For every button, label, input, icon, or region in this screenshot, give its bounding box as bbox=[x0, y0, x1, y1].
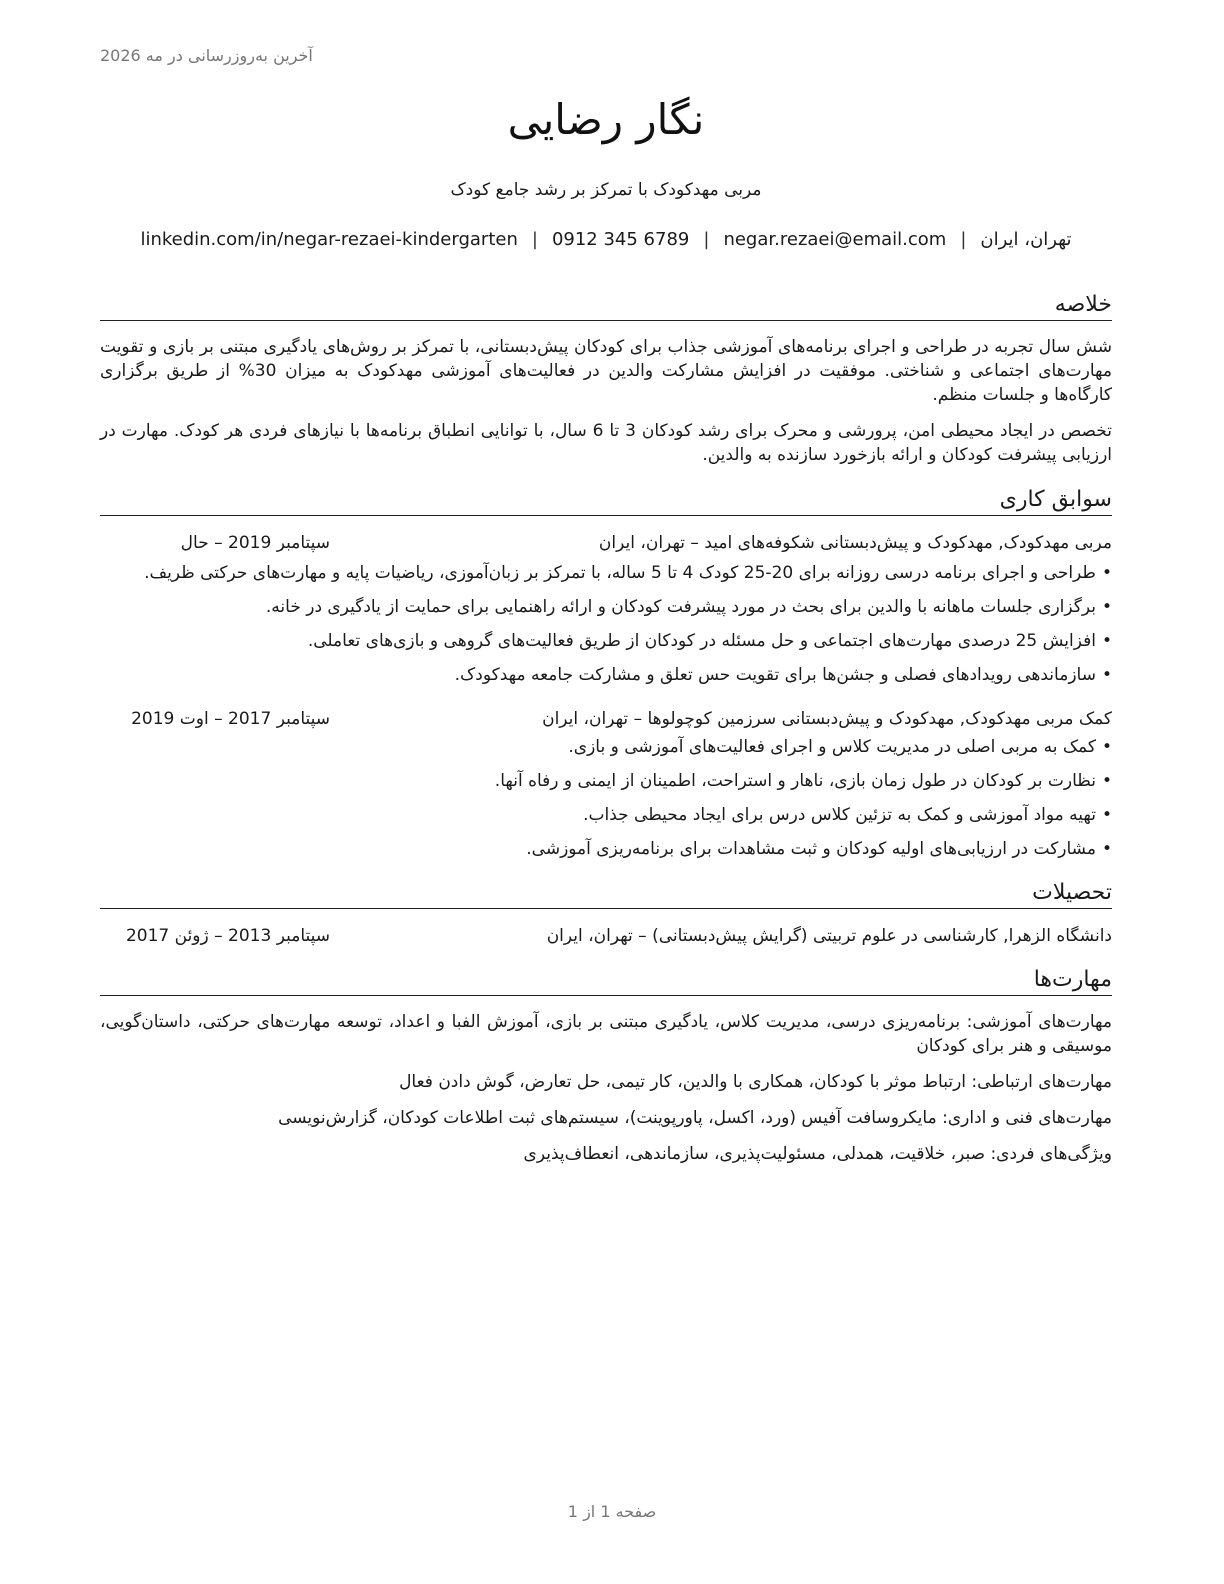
job-date: سپتامبر 2017 – اوت 2019 bbox=[131, 709, 330, 730]
contact-linkedin[interactable]: linkedin.com/in/negar-rezaei-kindergarten bbox=[140, 229, 518, 251]
contact-email[interactable]: negar.rezaei@email.com bbox=[723, 229, 947, 251]
job-entry bbox=[100, 706, 1112, 862]
skill-line: مهارت‌های آموزشی: برنامه‌ریزی درسی، مدیریت کلاس، یادگیری مبتنی بر بازی، آموزش الفبا و اعداد، توسعه مهارت‌های حرکتی، داستان‌گویی، موسیقی و هنر برای کودکان bbox=[100, 1012, 1112, 1057]
resume-page bbox=[100, 0, 1112, 1178]
education-degree: دانشگاه الزهرا, کارشناسی در علوم تربیتی (گرایش پیش‌دبستانی) – تهران، ایران bbox=[546, 926, 1112, 947]
education-date: سپتامبر 2013 – ژوئن 2017 bbox=[125, 926, 330, 947]
job-header bbox=[100, 706, 1112, 732]
bullet-icon: • bbox=[1101, 665, 1112, 686]
skill-line: مهارت‌های فنی و اداری: مایکروسافت آفیس (ورد، اکسل، پاورپوینت)، سیستم‌های ثبت اطلاعات کودکان، گزارش‌نویسی bbox=[278, 1108, 1112, 1129]
job-bullet: •برگزاری جلسات ماهانه با والدین برای بحث در مورد پیشرفت کودکان و ارائه راهنمایی برای حمایت از یادگیری در خانه. bbox=[265, 597, 1112, 618]
experience-title: سوابق کاری bbox=[100, 485, 1112, 516]
bullet-icon: • bbox=[1101, 631, 1112, 652]
job-header bbox=[100, 530, 1112, 556]
bullet-icon: • bbox=[1101, 563, 1112, 584]
bullet-icon: • bbox=[1101, 597, 1112, 618]
job-bullet: •طراحی و اجرای برنامه درسی روزانه برای 20-25 کودک 4 تا 5 ساله، با تمرکز بر زبان‌آموزی، ریاضیات پایه و مهارت‌های حرکتی ظریف. bbox=[144, 563, 1112, 584]
job-date: سپتامبر 2019 – حال bbox=[180, 533, 330, 554]
bullet-icon: • bbox=[1101, 839, 1112, 860]
summary-section bbox=[100, 290, 1112, 467]
contact-separator: | bbox=[960, 229, 967, 251]
education-title: تحصیلات bbox=[100, 878, 1112, 909]
skills-title: مهارت‌ها bbox=[100, 965, 1112, 996]
job-bullet: •نظارت بر کودکان در طول زمان بازی، ناهار و استراحت، اطمینان از ایمنی و رفاه آنها. bbox=[494, 771, 1112, 792]
job-title: مربی مهدکودک, مهدکودک و پیش‌دبستانی شکوفه‌های امید – تهران، ایران bbox=[598, 533, 1112, 554]
skill-line: ویژگی‌های فردی: صبر، خلاقیت، همدلی، مسئولیت‌پذیری، سازماندهی، انعطاف‌پذیری bbox=[523, 1144, 1112, 1165]
summary-title: خلاصه bbox=[100, 290, 1112, 321]
bullet-icon: • bbox=[1101, 805, 1112, 826]
summary-paragraph: شش سال تجربه در طراحی و اجرای برنامه‌های آموزشی جذاب برای کودکان پیش‌دبستانی، با تمرکز بر روش‌های یادگیری مبتنی بر بازی و تقویت مهارت‌های اجتماعی و شناختی. موفقیت در افزایش مشارکت والدین در فعالیت‌های آموزشی مهدکودک به میزان 30% از طریق برگزاری کارگاه‌ها و جلسات منظم. bbox=[100, 337, 1112, 406]
job-bullet: •کمک به مربی اصلی در مدیریت کلاس و اجرای فعالیت‌های آموزشی و بازی. bbox=[568, 737, 1112, 758]
candidate-name: نگار رضایی bbox=[507, 95, 705, 144]
contact-line bbox=[100, 226, 1112, 254]
summary-paragraph: تخصص در ایجاد محیطی امن، پرورشی و محرک برای رشد کودکان 3 تا 6 سال، با توانایی انطباق برنامه‌ها با نیازهای فردی هر کودک. مهارت در ارزیابی پیشرفت کودکان و ارائه بازخورد سازنده به والدین. bbox=[100, 421, 1113, 466]
job-bullet: •سازماندهی رویدادهای فصلی و جشن‌ها برای تقویت حس تعلق و مشارکت جامعه مهدکودک. bbox=[454, 665, 1112, 686]
last-updated-note: آخرین به‌روزرسانی در مه 2026 bbox=[100, 46, 313, 65]
education-section bbox=[100, 878, 1112, 949]
job-bullets bbox=[100, 734, 1112, 862]
job-bullet: •مشارکت در ارزیابی‌های اولیه کودکان و ثبت مشاهدات برای برنامه‌ریزی آموزشی. bbox=[526, 839, 1112, 860]
contact-phone: 0912 345 6789 bbox=[551, 229, 690, 251]
skill-line: مهارت‌های ارتباطی: ارتباط موثر با کودکان، همکاری با والدین، کار تیمی، حل تعارض، گوش دادن فعال bbox=[399, 1072, 1112, 1093]
experience-section bbox=[100, 485, 1112, 862]
job-bullet: •افزایش 25 درصدی مهارت‌های اجتماعی و حل مسئله در کودکان از طریق فعالیت‌های گروهی و بازی‌های تعاملی. bbox=[307, 631, 1112, 652]
contact-separator: | bbox=[531, 229, 538, 251]
job-entry bbox=[100, 530, 1112, 688]
job-bullets bbox=[100, 560, 1112, 688]
contact-separator: | bbox=[703, 229, 710, 251]
bullet-icon: • bbox=[1101, 737, 1112, 758]
bullet-icon: • bbox=[1101, 771, 1112, 792]
education-entry bbox=[100, 923, 1112, 949]
skills-section bbox=[100, 965, 1112, 1166]
page-number: صفحه 1 از 1 bbox=[567, 1502, 657, 1521]
job-bullet: •تهیه مواد آموزشی و کمک به تزئین کلاس درس برای ایجاد محیطی جذاب. bbox=[583, 805, 1112, 826]
candidate-tagline: مربی مهدکودک با تمرکز بر رشد جامع کودک bbox=[450, 180, 762, 201]
contact-location: تهران، ایران bbox=[980, 229, 1072, 251]
job-title: کمک مربی مهدکودک, مهدکودک و پیش‌دبستانی سرزمین کوچولوها – تهران، ایران bbox=[542, 709, 1112, 730]
